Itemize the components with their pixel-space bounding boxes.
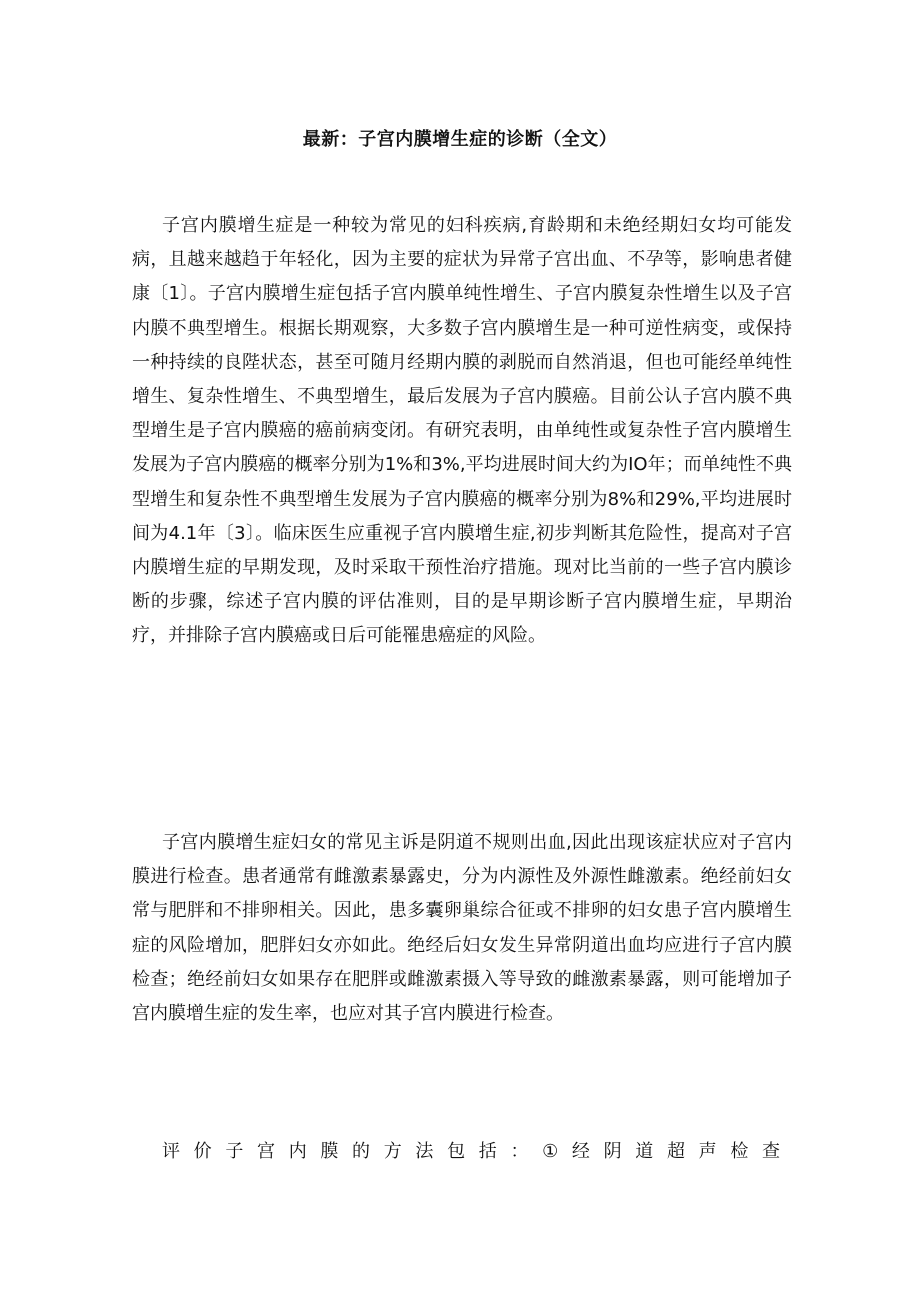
paragraph-intro: 子宫内膜增生症是一种较为常见的妇科疾病,育龄期和未绝经期妇女均可能发病，且越来越趋于年轻化，因为主要的症状为异常子宫出血、不孕等，影响患者健康〔1〕。子宫内膜增生症包括子宫内膜单纯性增生、子宫内膜复杂性增生以及子宫内膜不典型增生。根据长期观察，大多数子宫内膜增生是一种可逆性病变，或保持一种持续的良陛状态，甚至可随月经期内膜的剥脱而自然消退，但也可能经单纯性增生、复杂性增生、不典型增生，最后发展为子宫内膜癌。目前公认子宫内膜不典型增生是子宫内膜癌的癌前病变闭。有研究表明，由单纯性或复杂性子宫内膜增生发展为子宫内膜癌的概率分别为1%和3%,平均进展时间大约为IO年；而单纯性不典型增生和复杂性不典型增生发展为子宫内膜癌的概率分别为8%和29%,平均进展时间为4.1年〔3〕。临床医生应重视子宫内膜增生症,初步判断其危险性，提高对子宫内膜增生症的早期发现，及时采取干预性治疗措施。现对比当前的一些子宫内膜诊断的步骤，综述子宫内膜的评估准则，目的是早期诊断子宫内膜增生症，早期治疗，并排除子宫内膜癌或日后可能罹患癌症的风险。 <box>132 215 792 647</box>
document-title: 最新：子宫内膜增生症的诊断（全文） <box>302 129 618 150</box>
paragraph-symptoms: 子宫内膜增生症妇女的常见主诉是阴道不规则出血,因此出现该症状应对子宫内膜进行检查。患者通常有雌激素暴露史，分为内源性及外源性雌激素。绝经前妇女常与肥胖和不排卵相关。因此，患多囊卵巢综合征或不排卵的妇女患子宫内膜增生症的风险增加，肥胖妇女亦如此。绝经后妇女发生异常阴道出血均应进行子宫内膜检查；绝经前妇女如果存在肥胖或雌激素摄入等导致的雌激素暴露，则可能增加子宫内膜增生症的发生率，也应对其子宫内膜进行检查。 <box>132 832 792 1025</box>
paragraph-methods: 评价子宫内膜的方法包括：①经阴道超声检查 <box>162 1141 792 1162</box>
